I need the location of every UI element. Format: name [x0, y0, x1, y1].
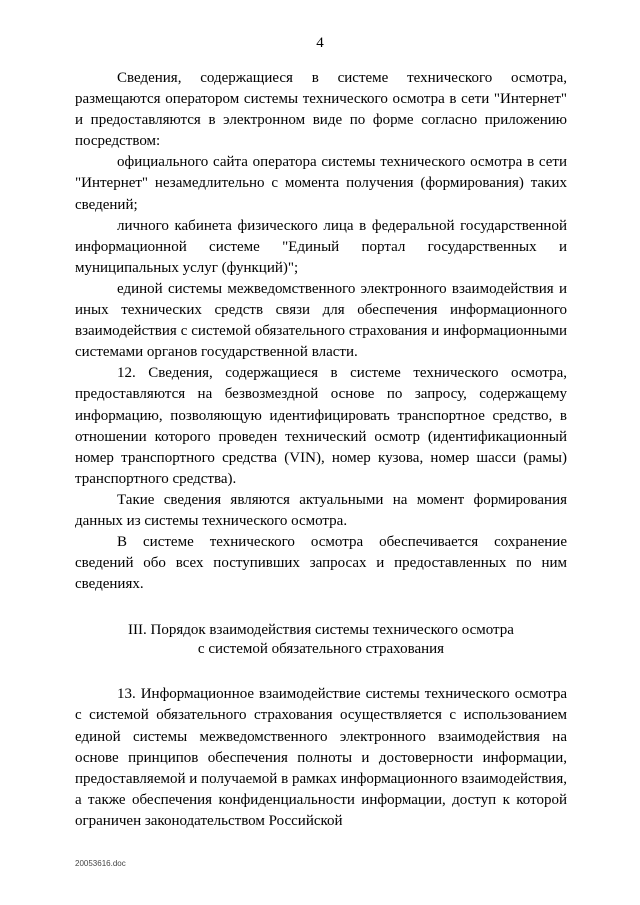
paragraph-item-interagency-system: единой системы межведомственного электронного взаимодействия и иных технических средств связи для обеспечения информационного взаимодействия с системой обязательного страхования и информационными системами органов государственной власти. [75, 280, 567, 361]
paragraph-intro: Сведения, содержащиеся в системе технического осмотра, размещаются оператором системы технического осмотра в сети "Интернет" и предоставляются в электронном виде по форме согласно приложению посредством: [75, 70, 567, 150]
paragraph-relevance: Такие сведения являются актуальными на момент формирования данных из системы технического осмотра. [75, 491, 567, 529]
paragraph-item-personal-cabinet: личного кабинета физического лица в федеральной государственной информационной системе "Единый портал государственных и муниципальных услуг (функций)"; [75, 217, 567, 276]
footer-file-code: 20053616.doc [75, 859, 126, 868]
document-body [75, 68, 567, 832]
section-heading [75, 621, 567, 659]
section-heading-line2: с системой обязательного страхования [197, 641, 445, 658]
paragraph-item-official-site: официального сайта оператора системы технического осмотра в сети "Интернет" незамедлительно с момента получения (формирования) таких сведений; [75, 154, 567, 213]
paragraph-request-log: В системе технического осмотра обеспечивается сохранение сведений обо всех поступивших запросах и предоставленных по ним сведениях. [75, 534, 567, 593]
page-number: 4 [316, 35, 324, 51]
section-heading-line1: III. Порядок взаимодействия системы технического осмотра [128, 622, 514, 639]
paragraph-clause-13: 13. Информационное взаимодействие системы технического осмотра с системой обязательного страхования осуществляется с использованием единой системы межведомственного электронного взаимодействия на основе принципов обеспечения полноты и достоверности информации, предоставляемой и получаемой в рамках информационного взаимодействия, а также обеспечения конфиденциальности информации, доступ к которой ограничен законодательством Российской [75, 686, 567, 829]
paragraph-clause-12: 12. Сведения, содержащиеся в системе технического осмотра, предоставляются на безвозмездной основе по запросу, содержащему информацию, позволяющую идентифицировать транспортное средство, в отношении которого проведен технический осмотр (идентификационный номер транспортного средства (VIN), номер кузова, номер шасси (рамы) транспортного средства). [75, 365, 567, 487]
